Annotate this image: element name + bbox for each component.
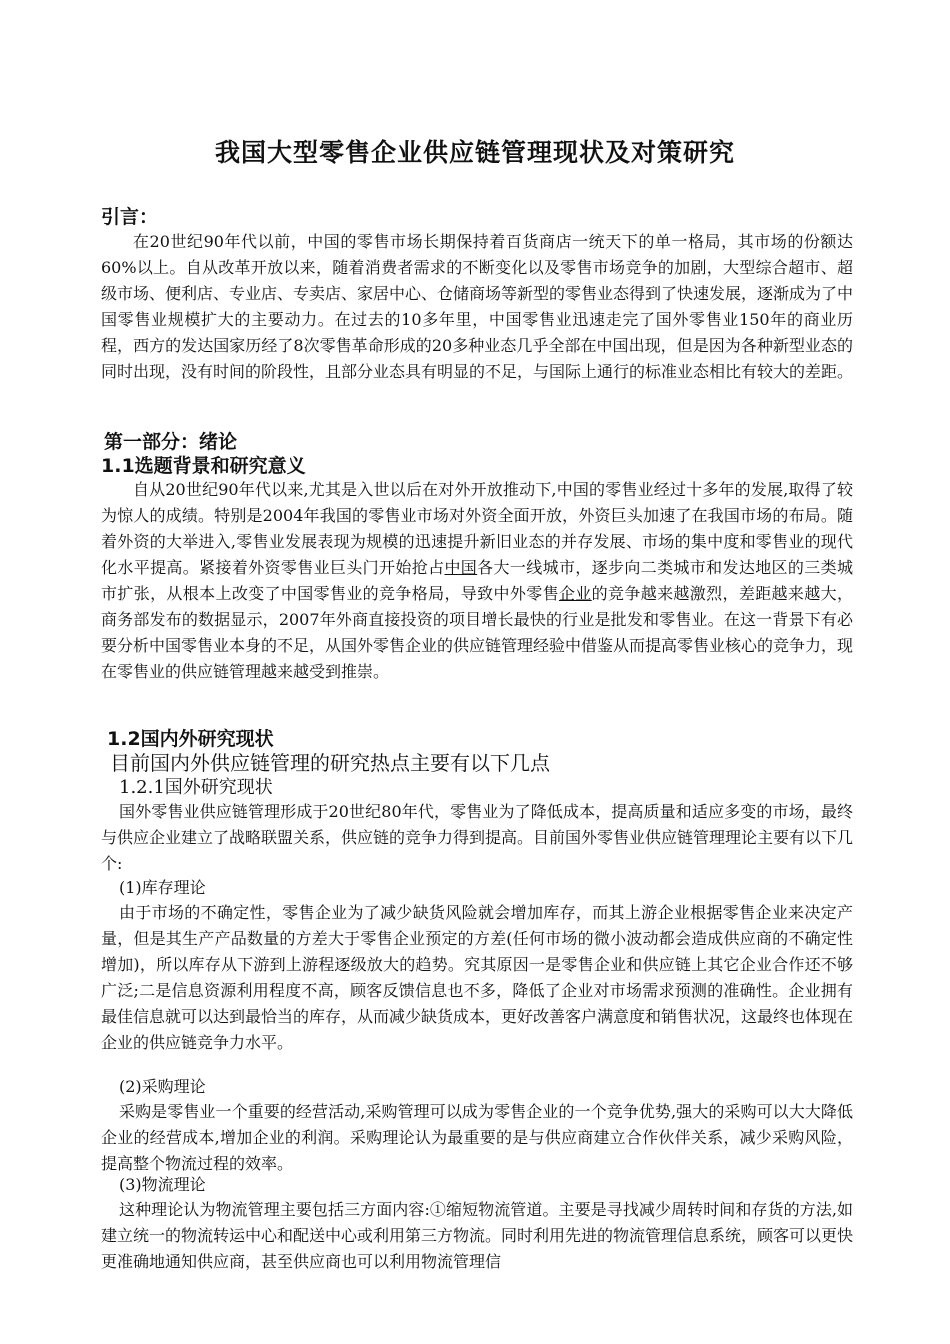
theory-2-label: (2)采购理论 [119, 1077, 206, 1096]
theory-3-label: (3)物流理论 [119, 1175, 206, 1194]
section-1-1-paragraph [101, 477, 853, 685]
link-enterprise[interactable]: 企业 [558, 584, 592, 603]
section-1-1-text-b: 各大一线城市，逐步向二类城市和发达地区的三类城市扩张，从根本上改变了中国零售业的竞争格局，导致中外零售 [101, 558, 853, 603]
section-1-2-heading: 1.2国内外研究现状 [107, 728, 274, 750]
theory-1-label: (1)库存理论 [119, 878, 206, 897]
section-1-2-1-paragraph: 国外零售业供应链管理形成于20世纪80年代，零售业为了降低成本，提高质量和适应多变的市场，最终与供应企业建立了战略联盟关系，供应链的竞争力得到提高。目前国外零售业供应链管理理论主要有以下几个: [101, 802, 854, 873]
theory-2-paragraph: 采购是零售业一个重要的经营活动,采购管理可以成为零售企业的一个竞争优势,强大的采购可以大大降低企业的经营成本,增加企业的利润。采购理论认为最重要的是与供应商建立合作伙伴关系，减少采购风险，提高整个物流过程的效率。 [101, 1102, 853, 1173]
section-1-2-1-heading: 1.2.1国外研究现状 [119, 777, 273, 798]
section-1-1-text-c: 的竞争越来越激烈，差距越来越大，商务部发布的数据显示，2007年外商直接投资的项目增长最快的行业是批发和零售业。在这一背景下有必要分析中国零售业本身的不足，从国外零售企业的供应链管理经验中借鉴从而提高零售业核心的竞争力，现在零售业的供应链管理越来越受到推崇。 [101, 584, 854, 681]
document-title: 我国大型零售企业供应链管理现状及对策研究 [214, 138, 735, 167]
link-china[interactable]: 中国 [444, 558, 478, 577]
intro-heading: 引言： [101, 206, 159, 228]
section-1-1-heading: 1.1选题背景和研究意义 [101, 455, 306, 477]
theory-3-paragraph: 这种理论认为物流管理主要包括三方面内容:①缩短物流管道。主要是寻找减少周转时间和存货的方法,如建立统一的物流转运中心和配送中心或利用第三方物流。同时利用先进的物流管理信息系统，顾客可以更快更准确地通知供应商，甚至供应商也可以利用物流管理信 [101, 1200, 854, 1271]
intro-paragraph: 在20世纪90年代以前，中国的零售市场长期保持着百货商店一统天下的单一格局，其市场的份额达60%以上。自从改革开放以来，随着消费者需求的不断变化以及零售市场竞争的加剧，大型综合超市、超级市场、便利店、专业店、专卖店、家居中心、仓储商场等新型的零售业态得到了快速发展，逐渐成为了中国零售业规模扩大的主要动力。在过去的10多年里，中国零售业迅速走完了国外零售业150年的商业历程，西方的发达国家历经了8次零售革命形成的20多种业态几乎全部在中国出现，但是因为各种新型业态的同时出现，没有时间的阶段性，且部分业态具有明显的不足，与国际上通行的标准业态相比有较大的差距。 [101, 232, 854, 381]
section-1-2-subtitle: 目前国内外供应链管理的研究热点主要有以下几点 [110, 751, 550, 775]
part1-heading: 第一部分：绪论 [104, 431, 238, 453]
theory-1-paragraph: 由于市场的不确定性，零售企业为了减少缺货风险就会增加库存，而其上游企业根据零售企业来决定产量，但是其生产产品数量的方差大于零售企业预定的方差(任何市场的微小波动都会造成供应商的不确定性增加)，所以库存从下游到上游程逐级放大的趋势。究其原因一是零售企业和供应链上其它企业合作还不够广泛;二是信息资源利用程度不高，顾客反馈信息也不多，降低了企业对市场需求预测的准确性。企业拥有最佳信息就可以达到最恰当的库存，从而减少缺货成本，更好改善客户满意度和销售状况，这最终也体现在企业的供应链竞争力水平。 [101, 903, 854, 1052]
section-1-1-text-a: 自从20世纪90年代以来,尤其是入世以后在对外开放推动下,中国的零售业经过十多年的发展,取得了较为惊人的成绩。特别是2004年我国的零售业市场对外资全面开放，外资巨头加速了在我国市场的布局。随着外资的大举进入,零售业发展表现为规模的迅速提升新旧业态的并存发展、市场的集中度和零售业的现代化水平提高。紧接着外资零售业巨头门开始抢占 [101, 480, 853, 577]
